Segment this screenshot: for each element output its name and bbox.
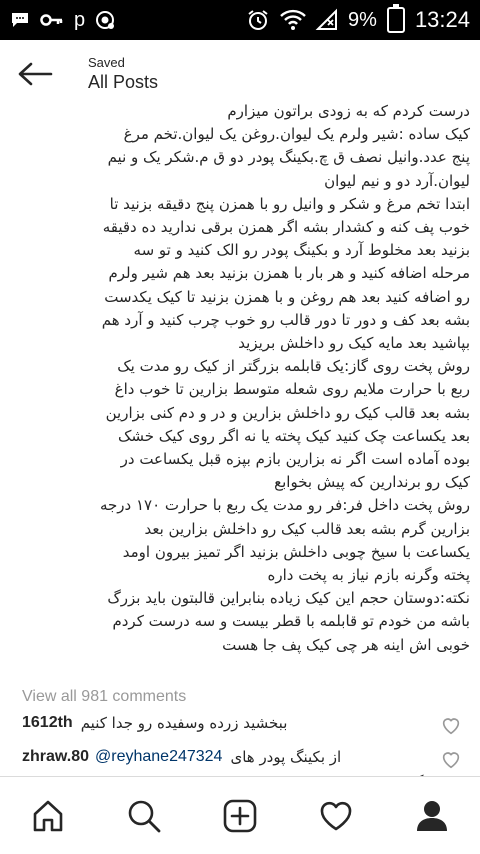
caption-line: کیک رو برندارین که پیش بخوابع — [274, 473, 470, 492]
caption-line: ربع با حرارت ملایم روی شعله متوسط بزارین تا خوب داغ — [114, 380, 470, 399]
back-button[interactable] — [0, 40, 70, 108]
comment-username[interactable]: 1612th — [22, 714, 73, 731]
like-comment-heart-icon[interactable] — [440, 748, 462, 770]
search-icon — [126, 798, 162, 834]
caption-line: بعد یکساعت چک کنید کیک پخته یا نه اگر روی کیک خشک — [117, 426, 470, 445]
heart-icon — [318, 798, 354, 834]
caption-line: پنج عدد.وانیل نصف ق چ.بکینگ پودر دو ق م.شکر یک و نیم — [107, 148, 470, 167]
chat-bubble-icon — [10, 10, 30, 30]
caption-line: نکته:دوستان حجم این کیک زیاده بنابراین قالبتون باید بزرگ — [107, 589, 470, 608]
caption-line: بشه بعد قالب کیک رو داخلش بزارین و در و دم کنی بزارین — [105, 403, 470, 422]
home-icon — [30, 798, 66, 834]
comment-text: ببخشید زرده وسفیده رو جدا کنیم — [80, 714, 288, 732]
header-subtitle: Saved — [88, 55, 125, 70]
caption-line: روش پخت داخل فر:فر رو مدت یک ربع با حرارت ۱۷۰ درجه — [99, 496, 470, 515]
caption-line: یکساعت با سیخ چوبی داخلش بزنید اگر تمیز بیرون اومد — [122, 542, 470, 561]
caption-line: بزارین گرم بشه بعد قالب کیک رو داخلش بزارین بعد — [144, 519, 470, 538]
nav-search[interactable] — [114, 786, 174, 846]
page-title: All Posts — [88, 72, 159, 92]
like-comment-heart-icon[interactable] — [440, 714, 462, 736]
caption-line: مرحله اضافه کنید و هر بار با همزن بزنید بعد هم شیر ولرم — [108, 264, 470, 283]
caption-line: بوده آماده است اگر نه بزارین بازم بپزه قبل یکساعت در — [120, 450, 470, 469]
comment-text: از بکینگ پودر های — [230, 748, 342, 766]
profile-icon — [414, 798, 450, 834]
comment-username[interactable]: zhraw.80 — [22, 748, 89, 765]
back-arrow-icon — [17, 62, 53, 86]
comment-item — [22, 714, 462, 732]
caption-line: ابتدا تخم مرغ و شکر و وانیل رو با همزن پنج دقیقه بزنید تا — [109, 194, 470, 213]
nav-profile[interactable] — [402, 786, 462, 846]
post-content[interactable] — [0, 102, 480, 776]
comment-mention[interactable]: @reyhane247324 — [95, 748, 223, 765]
clock: 13:24 — [414, 7, 470, 32]
caption-line: بزنید بعد مخلوط آرد و بکینگ پودر رو الک کنید و تو سه — [133, 241, 470, 260]
bottom-nav — [0, 776, 480, 854]
view-all-comments-link[interactable]: View all 981 comments — [22, 688, 187, 705]
caption-line: بپاشید بعد مایه کیک رو داخلش بریزید — [238, 334, 470, 353]
caption-line: بشه بعد کف و دور تا دور قالب رو خوب چرب کنید و آرد هم — [101, 310, 470, 329]
nav-activity[interactable] — [306, 786, 366, 846]
app-header — [0, 40, 480, 108]
battery-percent: 9% — [348, 8, 377, 31]
caption-line: پخته وگرنه بازم نیاز به پخت داره — [267, 566, 470, 585]
caption-line: خوب پف کنه و کشدار بشه اگر همزن برقی ندارید ده دقیقه — [102, 218, 470, 237]
caption-line: کیک ساده :شیر ولرم یک لیوان.روغن یک لیوان.تخم مرغ — [123, 125, 470, 144]
caption-line: روش پخت روی گاز:یک قابلمه بزرگتر از کیک رو مدت یک — [117, 357, 470, 376]
add-post-icon — [222, 798, 258, 834]
battery-icon — [387, 7, 405, 33]
comment-item — [22, 748, 462, 766]
caption-line: لیوان.آرد دو و نیم لیوان — [324, 171, 470, 190]
nav-home[interactable] — [18, 786, 78, 846]
alarm-icon — [246, 8, 270, 32]
caption-line: باشه من خودم تو قابلمه با قطر بیست و سه درست کردم — [112, 612, 470, 631]
nav-add-post[interactable] — [210, 786, 270, 846]
shop-icon — [95, 10, 115, 30]
caption-line: درست کردم که به زودی براتون میزارم — [227, 102, 470, 120]
no-sim-icon — [316, 9, 338, 31]
caption-line: رو اضافه کنید بعد هم روغن و با همزن بزنید تا کیک یکدست — [104, 287, 470, 306]
status-bar — [0, 0, 480, 40]
p-icon: p — [74, 8, 86, 31]
header-titles — [88, 55, 158, 93]
key-icon — [40, 10, 64, 30]
post-caption — [15, 100, 470, 657]
status-left-icons — [10, 9, 115, 32]
wifi-icon — [280, 9, 306, 31]
status-right-icons — [246, 7, 470, 33]
caption-line: خوبی اش اینه هر چی کیک پف جا هست — [222, 635, 470, 654]
